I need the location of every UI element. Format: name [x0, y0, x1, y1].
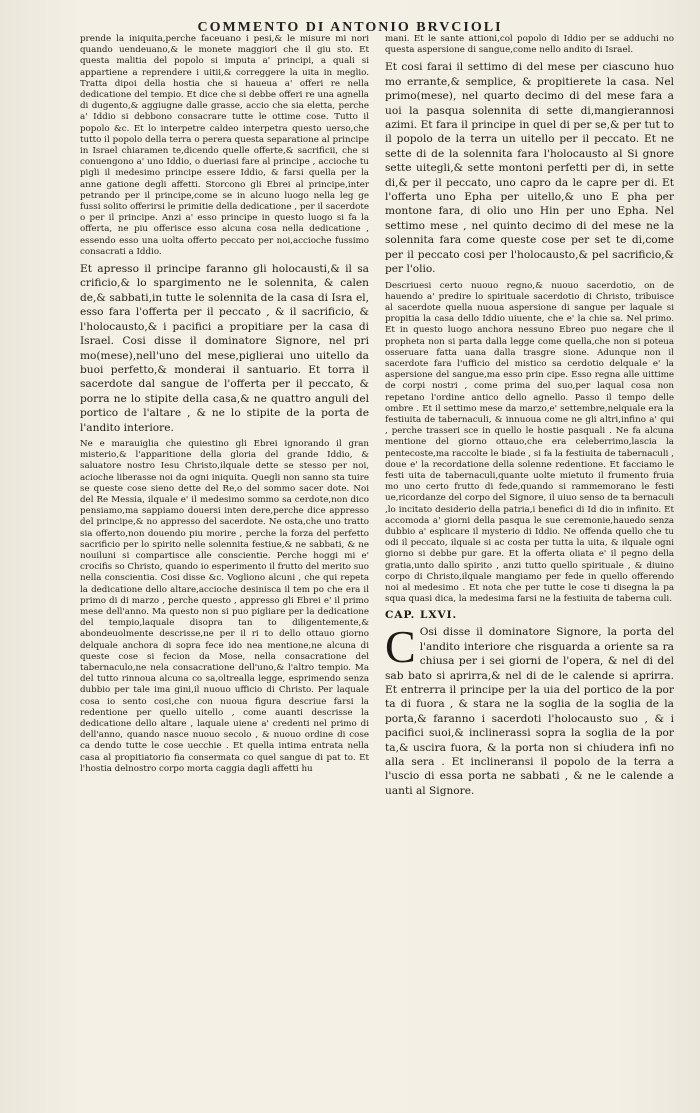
scripture-paragraph: [80, 262, 369, 435]
paragraph-text: CAP. LXVI.: [385, 609, 458, 622]
paragraph-text: Osi disse il dominatore Signore, la porta del l'andito interiore che risguarda a oriente sa ra chiusa per i sei giorni de l'opera, & nel di del sab bato si aprirra,& nel di de le calende si aprirra. Et entrerra il principe per la uia del portico de la por ta di fuora , & stara ne la soglia de la soglia de la porta,& faranno i sacerdoti l'holocausto suo , & i pacifici suoi,& inclinerassi sopra la soglia de la por ta,& uscira fuora, & la porta non si chiudera infi no alla sera . Et inclineransi il popolo de la terra a l'uscio di essa porta ne sabbati , & ne le calende a uanti al Signore.: [385, 626, 674, 797]
scripture-paragraph: [385, 60, 674, 276]
chapter-heading: [385, 609, 674, 621]
paragraph-text: Et cosi farai il settimo di del mese per ciascuno huo mo errante,& semplice, & propitierete la casa. Nel primo(mese), nel quarto decimo di del mese fara a uoi la pasqua solennita di sette di,mangierannosi azimi. Et fara il principe in quel di per se,& per tut to il popolo de la terra un uitello per il peccato. Et ne sette di de la solennita fara l'holocausto al Si gnore sette uitegli,& sette montoni perfetti per di, in sette di,& per il peccato, uno capro da le capre per di. Et l'offerta uno Epha per uitello,& uno E pha per montone fara, di olio uno Hin per uno Epha. Nel settimo mese , nel quinto decimo di del mese ne la solennita fara come queste cose per set te di,come per il peccato cosi per l'holocausto,& pel sacrificio,& per l'olio.: [385, 61, 674, 276]
paragraph-text: Ne e marauiglia che quiestino gli Ebrei ignorando il gran misterio,& l'apparitione della gloria del grande Iddio, & saluatore nostro Iesu Christo,ilquale dette se stesso per noi, acioche liberasse noi da ogni iniquita. Quegli non sanno sta tuire se queste cose sieno dette del Re,o del sommo sacer dote. Noi del Re Messia, ilquale e' il medesimo sommo sa cerdote,non dico pensiamo,ma sappiamo douersi inten dere,perche dice appresso del principe,& no appresso del sacerdote. Ne osta,che uno tratto sia offerto,non douendo piu morire , perche la forza del perfetto sacrificio per lo spirito nelle solennita festiue,& ne sabbati, & ne nouiluni si compartisce alle conscientie. Perche hoggi mi e' crocifis so Christo, quando io esperimento il frutto del merito suo nella conscientia. Cosi disse &c. Vogliono alcuni , che qui repeta la dedicatione dello altare,accioche desinisca il tem po che era il primo di di marzo , perche questo , appresso gli Ebrei e' il primo mese dell'anno. Ma questo non si puo pigliare per la dedicatione del tempio,laquale disopra tan to diligentemente,& abondeuolmente descrisse,ne per il ri to dello ottauo giorno delquale anchora di sopra fece ido nea mentione,ne alcuna di queste cose si fecion da Mose, nella consacratione del tabernaculo,ne nela consacratione dell'uno,& l'altro tempio. Ma del tutto rinnoua alcuna co sa,oltrealla legge, esprimendo senza dubbio per tale ima gini,il nuouo ufficio di Christo. Per laquale cosa io sento cosi,che con nuoua figura descriue farsi la redentione per quello uitello , come auanti descrisse la dedicatione dello altare , laquale uiene a' credenti nel primo di dell'anno, quando nasce nuouo secolo , & nuouo ordine di cose ca dendo tutte le cose uecchie . Et quella intima entrata nella casa al propitiatorio fia consermata co quel sangue di pat to. Et l'hostia delnostro corpo morta caggia dagli affetti hu: [80, 438, 369, 774]
scripture-paragraph: [385, 621, 674, 798]
commentary-paragraph: [385, 34, 674, 56]
paragraph-text: Descriuesi certo nuouo regno,& nuouo sacerdotio, on de hauendo a' predire lo spirituale sacerdotio di Christo, tribuisce al sacerdote quella nuoua aspersione di sangue per laquale si propitia la casa dello Iddio uiuente, che e' la chie sa. Nel primo. Et in questo luogo anchora nessuno Ebreo puo negare che il propheta non si parta dalla legge come quella,che non si poteua osseruare fatta uana dalla trasgre sione. Adunque non il sacerdote fara l'ufficio del mistico sa cerdotio delquale e' la aspersione del sangue,ma esso prin cipe. Esso regna alle uittime de corpi nostri , come prima del suo,per laqual cosa non repetano l'ordine antico dello agnello. Passo il tempo delle ombre . Et il settimo mese da marzo,e' settembre,nelquale era la festiuita de tabernaculi, & innuoua come ne gli altri,infino a' qui , perche trasseri sce in quello le hostie pasquali . Ne fa alcuna mentione del giorno ottauo,che era celeberrimo,lascia la pentecoste,ma raccolte le biade , si fa la festiuita de tabernaculi , doue e' la recordatione della solenne redentione. Et facciamo le festi uita de tabernaculi,quante uolte mietuto il frumento fruia mo uno certo frutto di fede,quando si rammemorano le festi ue,ricordanze del corpo del Signore, il uiuo senso de ta bernaculi ,lo incitato desiderio della patria,i benefici di Id dio in infinito. Et accomoda a' giorni della pasqua le sue ceremonie,hauedo senza dubbio a' esplicare il mysterio di Iddio. Ne offenda quello che tu odi il peccato, ilquale si ac costa per tutta la uita, & ilquale ogni giorno si debbe pur gare. Et la offerta oliata e' il pegno della gratia,unto dallo spirito , anzi tutto quello spirituale , & diuino corpo di Christo,ilquale mangiamo per fede in quello offerendo noi al medesimo . Et nota che per tutte le cose ti disegna la pa squa quasi dica, la medesima farsi ne la festiuita de taberna culi.: [385, 280, 674, 605]
commentary-paragraph: [80, 439, 369, 775]
paragraph-text: Et apresso il principe faranno gli holocausti,& il sa crificio,& lo spargimento ne le solennita, & calen de,& sabbati,in tutte le solennita de la casa di Isra el, esso fara l'offerta per il peccato , & il sacrificio, & l'holocausto,& i pacifici a propitiare per la casa di Israel. Cosi disse il dominatore Signore, nel pri mo(mese),nell'uno del mese,piglierai uno uitello da buoi perfetto,& monderai il santuario. Et torra il sacerdote dal sangue de l'offerta per il peccato, & porra ne lo stipite della casa,& ne quattro anguli del portico de l'altare , & ne lo stipite de la porta de l'andito interiore.: [80, 263, 369, 434]
drop-cap: C: [385, 621, 416, 673]
commentary-paragraph: [80, 34, 369, 258]
text-columns: [80, 34, 678, 1104]
paragraph-text: prende la iniquita,perche faceuano i pesi,& le misure mi nori quando uendeuano,& le monete maggiori che il giu sto. Et questa malitia del popolo si imputa a' principi, a quali si appartiene a reprendere i uitii,& correggere la uita in meglio. Tratta dipoi della hostia che si haueua a' offeri re nella dedicatione del tempio. Et dice che si debbe offeri re una agnella di dugento,& aggiugne dalle grasse, accio che sia eletta, perche a' Iddio si debbono consacrare tutte le ottime cose. Tutto il popolo &c. Et lo interpetre caldeo interpetra questo uerso,che tutto il popolo della terra o perera questa separatione al principe in Israel chiaramen te,dicendo quelle offerte,& sacrificii, che si conuengono a' uno Iddio, o dueriasi fare al principe , accioche tu pigli il medesimo principe essere Iddio, & farsi quella per la anne gatione degli affetti. Storcono gli Ebrei al principe,inter petrando per il principe,come se in alcuno luogo nella leg ge fussi solito offerirsi le primitie della dedicatione , per il sacerdote o per il principe. Anzi a' esso principe in questo luogo si fa la offerta, ne piu offerisce esso alcuna cosa nella dedicatione , essendo esso una uolta offerto peccato per noi,accioche fussimo consacrati a Iddio.: [80, 34, 369, 257]
running-header: COMMENTO DI ANTONIO BRVCIOLI: [197, 20, 503, 35]
left-column: [80, 34, 369, 1104]
right-column: [385, 34, 674, 1104]
commentary-paragraph: [385, 281, 674, 606]
paragraph-text: mani. Et le sante attioni,col popolo di Iddio per se adduchi no questa aspersione di sangue,come nello andito di Israel.: [385, 34, 674, 56]
